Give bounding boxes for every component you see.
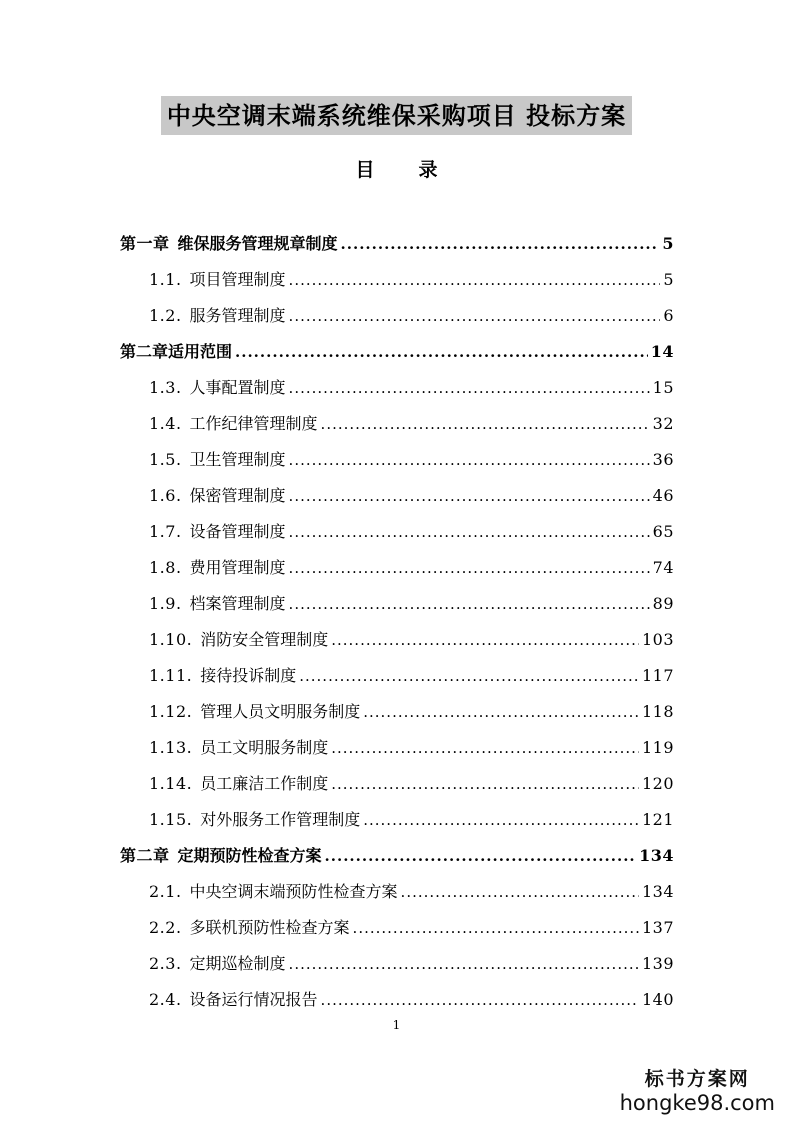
toc-section-entry[interactable] (120, 874, 674, 910)
toc-heading (0, 157, 793, 183)
toc-entry-label: 第二章适用范围 (120, 342, 233, 361)
toc-dot-leader (363, 802, 639, 838)
toc-entry-label: 人事配置制度 (189, 378, 286, 397)
toc-heading-char-1: 目 (355, 159, 375, 181)
toc-entry-number: 2.3. (149, 954, 182, 973)
toc-entry-page: 15 (652, 378, 674, 397)
toc-dot-leader (299, 658, 639, 694)
toc-entry-label: 多联机预防性检查方案 (189, 918, 350, 937)
toc-dot-leader (401, 874, 639, 910)
table-of-contents (120, 226, 674, 1018)
toc-entry-number: 1.9. (149, 594, 182, 613)
toc-dot-leader (289, 478, 650, 514)
toc-section-entry[interactable] (120, 946, 674, 982)
watermark-cn: 标书方案网 (644, 1068, 750, 1090)
toc-entry-page: 14 (650, 342, 674, 361)
toc-entry-number: 1.5. (149, 450, 182, 469)
toc-entry-page: 32 (652, 414, 674, 433)
toc-entry-page: 120 (641, 774, 674, 793)
toc-entry-page: 6 (663, 306, 674, 325)
toc-chapter-entry[interactable] (120, 226, 674, 262)
toc-dot-leader (341, 226, 660, 262)
toc-entry-number: 1.13. (149, 738, 193, 757)
toc-section-entry[interactable] (120, 478, 674, 514)
toc-entry-number: 1.15. (149, 810, 193, 829)
toc-entry-page: 134 (641, 882, 674, 901)
toc-entry-number: 2.2. (149, 918, 182, 937)
toc-entry-page: 5 (663, 270, 674, 289)
toc-entry-page: 139 (641, 954, 674, 973)
document-title: 中央空调末端系统维保采购项目 投标方案 (161, 96, 632, 135)
toc-dot-leader (353, 910, 639, 946)
toc-entry-number: 1.1. (149, 270, 182, 289)
toc-dot-leader (289, 586, 650, 622)
toc-dot-leader (325, 838, 637, 874)
toc-section-entry[interactable] (120, 802, 674, 838)
toc-entry-page: 89 (652, 594, 674, 613)
toc-section-entry[interactable] (120, 910, 674, 946)
toc-entry-number: 第二章 (120, 846, 170, 865)
toc-entry-label: 保密管理制度 (189, 486, 286, 505)
toc-entry-number: 1.4. (149, 414, 182, 433)
toc-entry-number: 第一章 (120, 234, 170, 253)
toc-entry-page: 103 (641, 630, 674, 649)
toc-entry-page: 65 (652, 522, 674, 541)
toc-section-entry[interactable] (120, 730, 674, 766)
toc-section-entry[interactable] (120, 406, 674, 442)
toc-entry-page: 74 (652, 558, 674, 577)
toc-dot-leader (331, 766, 639, 802)
toc-dot-leader (289, 298, 661, 334)
toc-section-entry[interactable] (120, 514, 674, 550)
toc-entry-label: 中央空调末端预防性检查方案 (189, 882, 398, 901)
toc-entry-page: 36 (652, 450, 674, 469)
toc-section-entry[interactable] (120, 586, 674, 622)
toc-entry-label: 接待投诉制度 (200, 666, 297, 685)
toc-entry-label: 档案管理制度 (189, 594, 286, 613)
toc-dot-leader (289, 262, 661, 298)
toc-entry-label: 管理人员文明服务制度 (200, 702, 361, 721)
toc-entry-page: 118 (641, 702, 674, 721)
toc-section-entry[interactable] (120, 658, 674, 694)
toc-entry-number: 1.10. (149, 630, 193, 649)
toc-entry-number: 1.2. (149, 306, 182, 325)
toc-entry-number: 1.3. (149, 378, 182, 397)
toc-entry-page: 134 (639, 846, 674, 865)
toc-entry-page: 121 (641, 810, 674, 829)
toc-entry-number: 2.1. (149, 882, 182, 901)
title-banner (0, 96, 793, 135)
toc-chapter-entry[interactable] (120, 334, 674, 370)
toc-dot-leader (289, 946, 639, 982)
toc-entry-label: 员工廉洁工作制度 (200, 774, 329, 793)
toc-dot-leader (321, 982, 639, 1018)
toc-dot-leader (289, 514, 650, 550)
toc-dot-leader (289, 442, 650, 478)
toc-entry-label: 定期预防性检查方案 (177, 846, 322, 865)
toc-chapter-entry[interactable] (120, 838, 674, 874)
toc-section-entry[interactable] (120, 442, 674, 478)
toc-dot-leader (235, 334, 648, 370)
toc-entry-label: 工作纪律管理制度 (189, 414, 318, 433)
toc-entry-label: 卫生管理制度 (189, 450, 286, 469)
toc-entry-label: 维保服务管理规章制度 (177, 234, 338, 253)
toc-section-entry[interactable] (120, 298, 674, 334)
toc-entry-page: 140 (641, 990, 674, 1009)
toc-entry-label: 项目管理制度 (189, 270, 286, 289)
toc-entry-number: 1.7. (149, 522, 182, 541)
toc-dot-leader (289, 370, 650, 406)
toc-entry-number: 2.4. (149, 990, 182, 1009)
toc-section-entry[interactable] (120, 694, 674, 730)
toc-entry-label: 定期巡检制度 (189, 954, 286, 973)
toc-entry-label: 服务管理制度 (189, 306, 286, 325)
toc-entry-label: 消防安全管理制度 (200, 630, 329, 649)
toc-dot-leader (363, 694, 639, 730)
page-number: 1 (392, 1018, 401, 1032)
toc-section-entry[interactable] (120, 550, 674, 586)
watermark (620, 1068, 775, 1116)
toc-section-entry[interactable] (120, 982, 674, 1018)
toc-entry-label: 费用管理制度 (189, 558, 286, 577)
toc-entry-label: 对外服务工作管理制度 (200, 810, 361, 829)
toc-entry-label: 设备管理制度 (189, 522, 286, 541)
toc-entry-number: 1.8. (149, 558, 182, 577)
toc-dot-leader (331, 730, 639, 766)
toc-section-entry[interactable] (120, 262, 674, 298)
toc-entry-number: 1.11. (149, 666, 193, 685)
toc-dot-leader (331, 622, 639, 658)
toc-heading-char-2: 录 (418, 159, 438, 181)
toc-section-entry[interactable] (120, 622, 674, 658)
toc-section-entry[interactable] (120, 370, 674, 406)
toc-entry-number: 1.12. (149, 702, 193, 721)
toc-dot-leader (321, 406, 650, 442)
toc-entry-page: 137 (641, 918, 674, 937)
toc-entry-number: 1.14. (149, 774, 193, 793)
toc-section-entry[interactable] (120, 766, 674, 802)
toc-entry-number: 1.6. (149, 486, 182, 505)
toc-dot-leader (289, 550, 650, 586)
toc-entry-page: 117 (641, 666, 674, 685)
toc-entry-page: 46 (652, 486, 674, 505)
toc-entry-page: 119 (641, 738, 674, 757)
watermark-en: hongke98.com (619, 1091, 775, 1115)
toc-entry-page: 5 (662, 234, 674, 253)
toc-entry-label: 设备运行情况报告 (189, 990, 318, 1009)
toc-entry-label: 员工文明服务制度 (200, 738, 329, 757)
